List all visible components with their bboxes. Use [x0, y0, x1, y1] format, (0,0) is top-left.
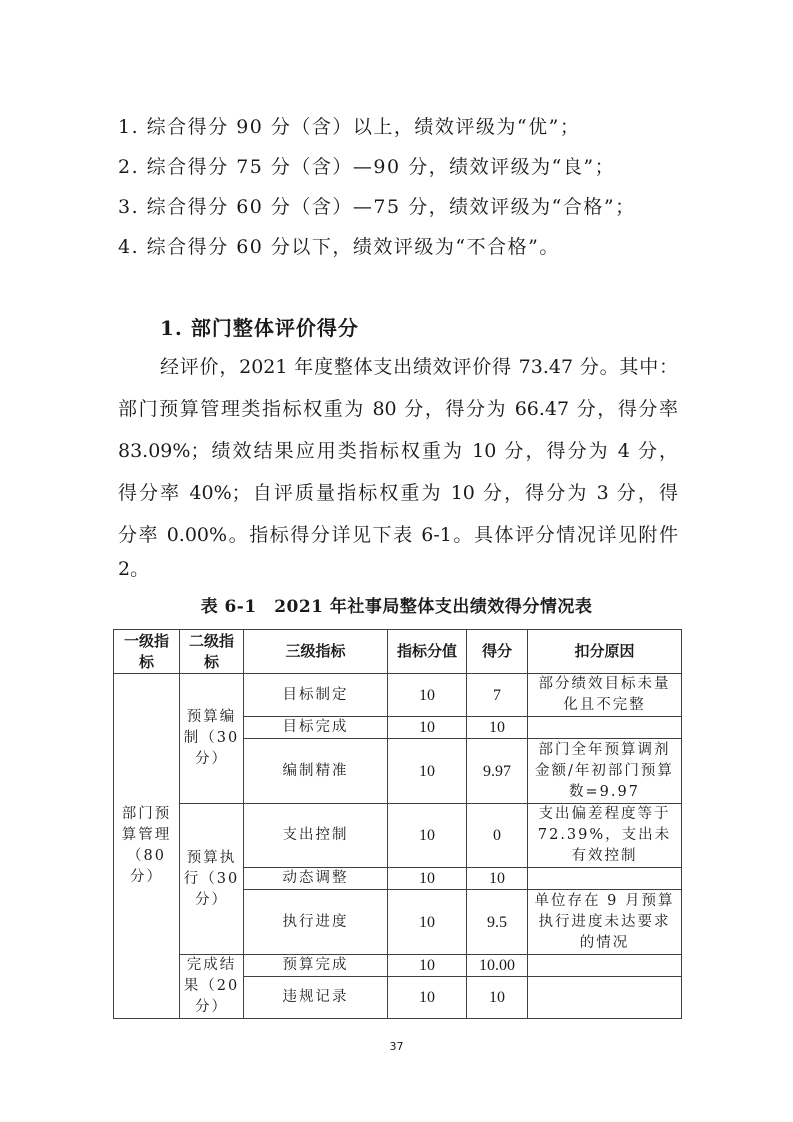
header-level2: 二级指标: [180, 630, 244, 674]
header-weight: 指标分值: [388, 630, 467, 674]
grading-rule: 4. 综合得分 60 分以下，绩效评级为“不合格”。: [118, 236, 560, 258]
reason-cell: 支出偏差程度等于72.39%，支出未有效控制: [528, 804, 682, 868]
reason-cell: 部分绩效目标未量化且不完整: [528, 674, 682, 717]
grading-rule: 1. 综合得分 90 分（含）以上，绩效评级为“优”；: [118, 116, 581, 138]
weight-cell: 10: [388, 717, 467, 739]
paragraph-line: 得分率 40%；自评质量指标权重为 10 分，得分为 3 分，得: [118, 482, 678, 504]
indicator-cell: 违规记录: [244, 977, 388, 1019]
score-cell: 10: [467, 868, 528, 890]
score-cell: 10: [467, 977, 528, 1019]
level2-cell: 完成结果（20分）: [180, 955, 244, 1019]
grading-rule: 2. 综合得分 75 分（含）—90 分，绩效评级为“良”；: [118, 156, 616, 178]
score-cell: 7: [467, 674, 528, 717]
paragraph-line: 83.09%；绩效结果应用类指标权重为 10 分，得分为 4 分，: [118, 440, 678, 462]
indicator-cell: 动态调整: [244, 868, 388, 890]
weight-cell: 10: [388, 739, 467, 804]
page-number: 37: [389, 1040, 404, 1053]
level2-cell: 预算编制（30分）: [180, 674, 244, 804]
weight-cell: 10: [388, 955, 467, 977]
reason-cell: [528, 717, 682, 739]
level1-cell: 部门预算管理（80分）: [114, 674, 180, 1019]
indicator-cell: 预算完成: [244, 955, 388, 977]
score-cell: 10.00: [467, 955, 528, 977]
weight-cell: 10: [388, 804, 467, 868]
header-level3: 三级指标: [244, 630, 388, 674]
level2-cell: 预算执行（30分）: [180, 804, 244, 955]
table-header-row: [114, 630, 682, 674]
section-heading: 1. 部门整体评价得分: [160, 316, 359, 340]
paragraph-line: 分率 0.00%。指标得分详见下表 6-1。具体评分情况详见附件: [118, 524, 678, 546]
reason-cell: [528, 955, 682, 977]
indicator-cell: 目标完成: [244, 717, 388, 739]
paragraph-line: 2。: [118, 558, 150, 580]
weight-cell: 10: [388, 890, 467, 955]
header-score: 得分: [467, 630, 528, 674]
indicator-cell: 目标制定: [244, 674, 388, 717]
reason-cell: 部门全年预算调剂金额/年初部门预算数=9.97: [528, 739, 682, 804]
indicator-cell: 支出控制: [244, 804, 388, 868]
table-row: [114, 955, 682, 977]
reason-cell: 单位存在 9 月预算执行进度未达要求的情况: [528, 890, 682, 955]
grading-rule: 3. 综合得分 60 分（含）—75 分，绩效评级为“合格”；: [118, 196, 636, 218]
header-level1: 一级指标: [114, 630, 180, 674]
score-cell: 0: [467, 804, 528, 868]
paragraph-line: 经评价，2021 年度整体支出绩效评价得 73.47 分。其中：: [160, 356, 678, 378]
weight-cell: 10: [388, 868, 467, 890]
score-table: [113, 629, 682, 1019]
score-cell: 9.97: [467, 739, 528, 804]
indicator-cell: 执行进度: [244, 890, 388, 955]
weight-cell: 10: [388, 674, 467, 717]
header-reason: 扣分原因: [528, 630, 682, 674]
reason-cell: [528, 977, 682, 1019]
table-row: [114, 674, 682, 717]
score-cell: 10: [467, 717, 528, 739]
table-row: [114, 804, 682, 868]
table-caption: 表 6-1 2021 年社事局整体支出绩效得分情况表: [200, 597, 593, 617]
reason-cell: [528, 868, 682, 890]
weight-cell: 10: [388, 977, 467, 1019]
paragraph-line: 部门预算管理类指标权重为 80 分，得分为 66.47 分，得分率: [118, 398, 678, 420]
score-cell: 9.5: [467, 890, 528, 955]
indicator-cell: 编制精准: [244, 739, 388, 804]
